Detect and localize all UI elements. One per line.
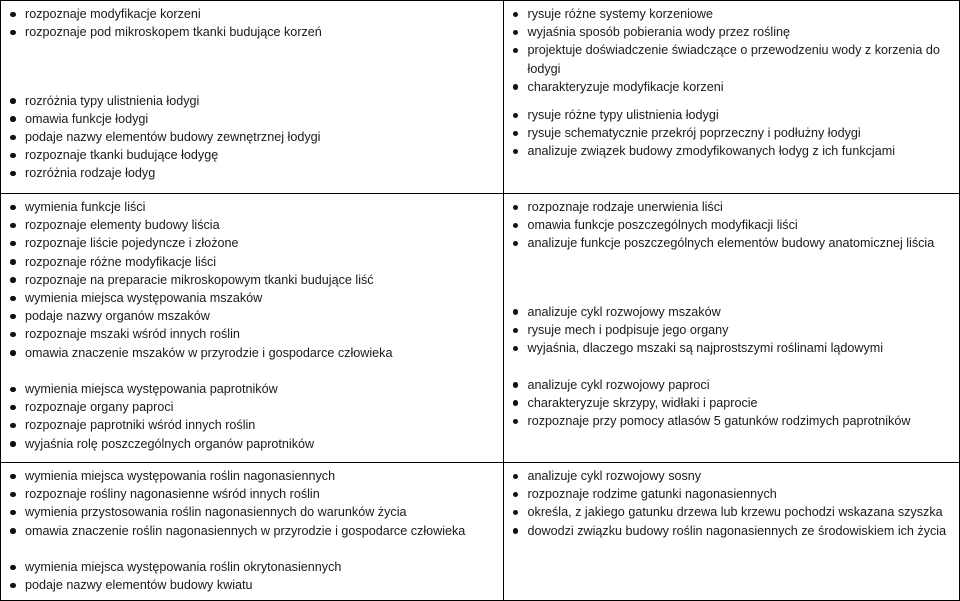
- table-row-roots: [1, 1, 960, 194]
- bullet-list: [7, 558, 497, 594]
- list-item: rozpoznaje paprotniki wśród innych roślin: [7, 416, 497, 434]
- list-item: określa, z jakiego gatunku drzewa lub krzewu pochodzi wskazana szyszka: [510, 503, 953, 521]
- list-item: rysuje schematycznie przekrój poprzeczny i podłużny łodygi: [510, 124, 953, 142]
- list-item: rozpoznaje różne modyfikacje liści: [7, 253, 497, 271]
- list-item: projektuje doświadczenie świadczące o przewodzeniu wody z korzenia do łodygi: [510, 41, 953, 77]
- bullet-list: [7, 5, 497, 41]
- bullet-list: [7, 92, 497, 183]
- cell-extended-roots-stems: [503, 1, 959, 194]
- list-item: rysuje różne typy ulistnienia łodygi: [510, 106, 953, 124]
- list-item: analizuje funkcje poszczególnych elementów budowy anatomicznej liścia: [510, 234, 953, 252]
- list-item: podaje nazwy elementów budowy zewnętrznej łodygi: [7, 128, 497, 146]
- bullet-list: [510, 467, 953, 540]
- list-item: rozpoznaje na preparacie mikroskopowym tkanki budujące liść: [7, 271, 497, 289]
- list-item: rysuje różne systemy korzeniowe: [510, 5, 953, 23]
- list-item: wymienia miejsca występowania roślin okrytonasiennych: [7, 558, 497, 576]
- bullet-list: [7, 467, 497, 540]
- bullet-list: [510, 303, 953, 358]
- bullet-list: [510, 5, 953, 96]
- list-item: omawia funkcje łodygi: [7, 110, 497, 128]
- list-item: dowodzi związku budowy roślin nagonasiennych ze środowiskiem ich życia: [510, 522, 953, 540]
- bullet-list: [510, 106, 953, 161]
- cell-basic-seed-plants: [1, 463, 504, 601]
- list-item: rozpoznaje elementy budowy liścia: [7, 216, 497, 234]
- list-item: wyjaśnia, dlaczego mszaki są najprostszymi roślinami lądowymi: [510, 339, 953, 357]
- list-item: charakteryzuje skrzypy, widłaki i paprocie: [510, 394, 953, 412]
- bullet-list: [7, 380, 497, 453]
- bullet-list: [7, 198, 497, 362]
- list-item: omawia funkcje poszczególnych modyfikacji liści: [510, 216, 953, 234]
- cell-basic-leaves-mosses-ferns: [1, 194, 504, 463]
- list-item: rozpoznaje rośliny nagonasienne wśród innych roślin: [7, 485, 497, 503]
- cell-extended-leaves-mosses-ferns: [503, 194, 959, 463]
- list-item: rozpoznaje pod mikroskopem tkanki budujące korzeń: [7, 23, 497, 41]
- list-item: rysuje mech i podpisuje jego organy: [510, 321, 953, 339]
- table-row-leaves: [1, 194, 960, 463]
- cell-extended-seed-plants: [503, 463, 959, 601]
- cell-basic-roots-stems: [1, 1, 504, 194]
- list-item: rozpoznaje rodzaje unerwienia liści: [510, 198, 953, 216]
- list-item: omawia znaczenie roślin nagonasiennych w przyrodzie i gospodarce człowieka: [7, 522, 497, 540]
- list-item: rozróżnia rodzaje łodyg: [7, 164, 497, 182]
- list-item: rozpoznaje przy pomocy atlasów 5 gatunków rodzimych paprotników: [510, 412, 953, 430]
- list-item: analizuje cykl rozwojowy mszaków: [510, 303, 953, 321]
- bullet-list: [510, 198, 953, 253]
- list-item: rozpoznaje mszaki wśród innych roślin: [7, 325, 497, 343]
- list-item: rozpoznaje rodzime gatunki nagonasiennych: [510, 485, 953, 503]
- list-item: wymienia przystosowania roślin nagonasiennych do warunków życia: [7, 503, 497, 521]
- list-item: rozpoznaje modyfikacje korzeni: [7, 5, 497, 23]
- list-item: wyjaśnia rolę poszczególnych organów paprotników: [7, 435, 497, 453]
- table-row-seed-plants: [1, 463, 960, 601]
- list-item: wymienia miejsca występowania roślin nagonasiennych: [7, 467, 497, 485]
- list-item: analizuje cykl rozwojowy sosny: [510, 467, 953, 485]
- list-item: wymienia miejsca występowania mszaków: [7, 289, 497, 307]
- list-item: rozpoznaje organy paproci: [7, 398, 497, 416]
- list-item: analizuje cykl rozwojowy paproci: [510, 376, 953, 394]
- list-item: wyjaśnia sposób pobierania wody przez roślinę: [510, 23, 953, 41]
- list-item: omawia znaczenie mszaków w przyrodzie i gospodarce człowieka: [7, 344, 497, 362]
- list-item: podaje nazwy elementów budowy kwiatu: [7, 576, 497, 594]
- list-item: rozpoznaje tkanki budujące łodygę: [7, 146, 497, 164]
- list-item: analizuje związek budowy zmodyfikowanych łodyg z ich funkcjami: [510, 142, 953, 160]
- list-item: charakteryzuje modyfikacje korzeni: [510, 78, 953, 96]
- list-item: wymienia miejsca występowania paprotników: [7, 380, 497, 398]
- bullet-list: [510, 376, 953, 431]
- list-item: rozpoznaje liście pojedyncze i złożone: [7, 234, 497, 252]
- list-item: rozróżnia typy ulistnienia łodygi: [7, 92, 497, 110]
- list-item: podaje nazwy organów mszaków: [7, 307, 497, 325]
- list-item: wymienia funkcje liści: [7, 198, 497, 216]
